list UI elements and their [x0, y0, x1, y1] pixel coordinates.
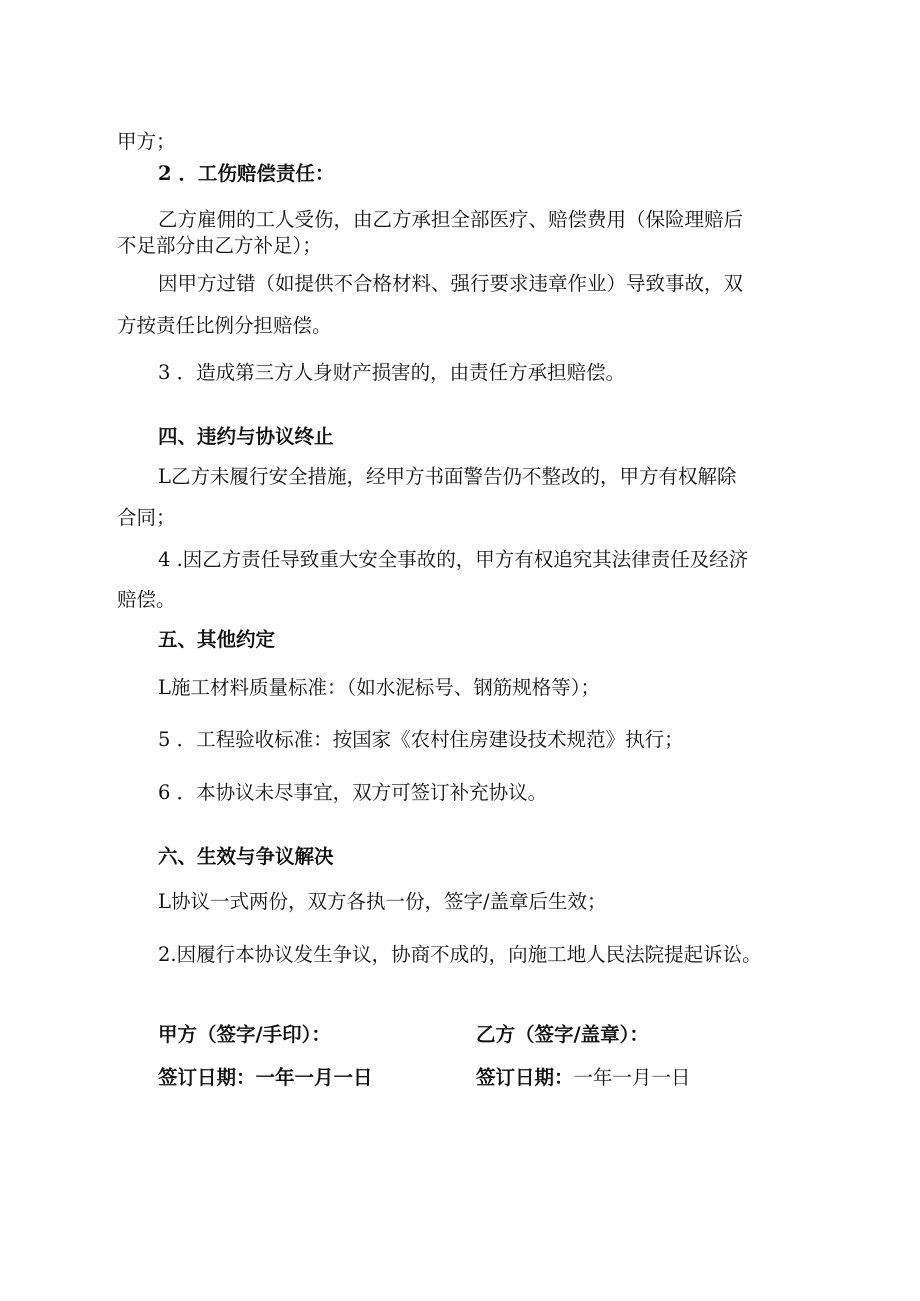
text-line: 赔偿。	[117, 588, 176, 611]
section-heading: 2 ．工伤赔偿责任：	[158, 162, 335, 185]
text-line: L施工材料质量标准：（如水泥标号、钢筋规格等）；	[158, 676, 600, 699]
text-line: L协议一式两份，双方各执一份，签字/盖章后生效；	[158, 890, 607, 913]
text-line: L乙方未履行安全措施，经甲方书面警告仍不整改的，甲方有权解除	[158, 465, 737, 488]
text-line: 3 ．造成第三方人身财产损害的，由责任方承担赔偿。	[158, 361, 626, 384]
text-line: 不足部分由乙方补足）；	[117, 234, 322, 257]
text-line: 方按责任比例分担赔偿。	[117, 314, 332, 337]
party-a-sign-date: 签订日期：一年一月一日	[158, 1066, 373, 1089]
text-line: 6 ．本协议未尽事宜，双方可签订补充协议。	[158, 781, 548, 804]
text-line: 甲方；	[117, 130, 176, 153]
section-heading: 四、违约与协议终止	[158, 425, 334, 448]
text-line: 5 ．工程验收标准：按国家《农村住房建设技术规范》执行；	[158, 728, 684, 751]
section-heading: 五、其他约定	[158, 628, 276, 651]
text-line: 2.因履行本协议发生争议，协商不成的，向施工地人民法院提起诉讼。	[158, 943, 762, 966]
text-line: 乙方雇佣的工人受伤，由乙方承担全部医疗、赔偿费用（保险理赔后	[158, 208, 744, 231]
party-b-date-label: 签订日期：	[476, 1066, 574, 1089]
text-line: 因甲方过错（如提供不合格材料、强行要求违章作业）导致事故，双	[158, 272, 744, 295]
text-line: 合同；	[117, 506, 176, 529]
text-line: 4 .因乙方责任导致重大安全事故的，甲方有权追究其法律责任及经济	[158, 548, 749, 571]
party-b-date-value: 一年一月一日	[573, 1066, 691, 1089]
party-a-signature-label: 甲方（签字/手印）：	[158, 1023, 331, 1046]
party-b-signature-label: 乙方（签字/盖章）：	[476, 1023, 649, 1046]
section-heading: 六、生效与争议解决	[158, 845, 334, 868]
party-b-sign-date	[476, 1066, 691, 1090]
